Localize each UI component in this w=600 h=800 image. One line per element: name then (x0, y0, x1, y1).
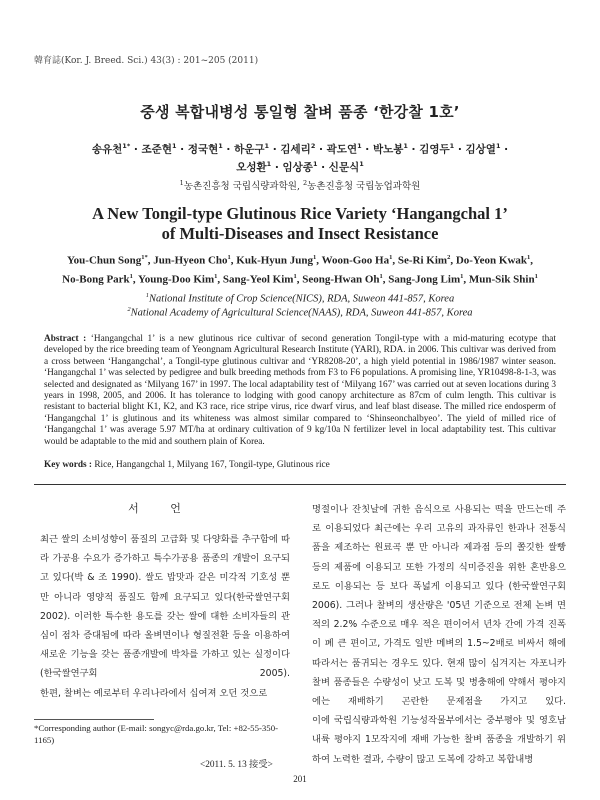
author-name: 김영두 (419, 143, 450, 156)
author-affiliation-marker: 1 (312, 160, 318, 168)
abstract-text: ‘Hangangchal 1’ is a new glutinous rice cultivar of second generation Tongil-type with a mid-maturing ecotype that developed by the rice breeding team of Yeongnam Agricultural Research Institute (YARI), RDA. in 2006. This cultivar was derived from a cross between ‘Hangangchal’, a Tongil-type glutinous cultivar and ‘YR8208-20’, a high yield potential in 1986/1987 winter season. ‘Hangangchal 1’ was selected by pedigree and bulk breeding methods from F3 to F6 populations. A promising line, YR10498-8-1-3, was selected and designated as ‘Milyang 167’ in 1997. The local adaptability test of ‘Milyang 167’ was carried out at seven locations during 3 years in 1998, 2005, and 2006. It has tolerance to lodging with good canopy architecture as 87cm of culm length. This cultivar is resistant to bacterial blight K1, K2, and K3 race, rice stripe virus, rice dwarf virus, and leaf blast disease. The milled rice endosperm of ‘Hangangchal 1’ is glutinous and its whiteness was almost similar compared to ‘Shinseonchalbyeo’. The yield of milled rice of ‘Hangangchal 1’ was average 5.97 MT/ha at ordinary cultivation of 9 kg/10a N fertilizer level in local adaptability test. This cultivar would be adaptable to the mid and southern plain of Korea. (44, 334, 556, 447)
author-name: Young-Doo Kim (138, 273, 215, 286)
english-authors-line-2: No-Bong Park$^1$, Young-Doo Kim$^1$, Sang-Yeol Kim$^1$, Seong-Hwan Oh$^1$, Sang-Jong Lim$^1$, Mun-Sik Shin$^1$ (62, 273, 538, 286)
author-affiliation-marker: 1 (218, 142, 223, 150)
paragraph: 명절이나 잔칫날에 귀한 음식으로 사용되는 떡을 만드는데 주로 이용되었다 최근에는 우리 고유의 과자류인 한과나 전통식품을 제조하는 원료곡 뿐 만 아니라 제과점 등의 쫄깃한 쌀빵 등의 제품에 이용되고 또한 가정의 식미증진을 위한 혼반용으로도 이용되는 등 보다 폭넓게 이용되고 있다 (한국쌀연구회 2006). 그러나 찰벼의 생산량은 '05년 기준으로 전체 논벼 면적의 2.2% 수준으로 매우 적은 편이어서 년차 간에 가격 진폭이 폐 큰 편이고, 가격도 일반 메벼의 1.5~2배로 비싸서 해에 따라서는 품귀되는 경우도 있다. 현재 많이 심겨지는 자포니카 찰벼 품종들은 수량성이 낮고 도복 및 병충해에 약해서 평야지에는 재배하기 곤란한 문제점을 가지고 있다. (312, 504, 566, 708)
author-name: 하운구 (234, 143, 265, 156)
author-affiliation-marker: 1 (171, 142, 177, 150)
author-name: 송유천 (91, 143, 123, 156)
author-affiliation-marker: 1 (227, 254, 231, 261)
corresponding-author-footnote: *Corresponding author (E-mail: songyc@rda.go.kr, Tel: +82-55-350-1165) (34, 723, 279, 745)
author-affiliation-marker: 1 (357, 142, 362, 150)
author-name: Kuk-Hyun Jung (236, 254, 314, 267)
affiliation-marker: 1 (179, 178, 184, 187)
paragraph: 이에 국립식량과학원 기능성작물부에서는 중부평야 및 영호남 내륙 평야지 1모작지에 재배 가능한 찰벼 품종을 개발하기 위하여 노력한 결과, 수량이 많고 도복에 강하고 복합내병 (312, 715, 566, 765)
author-name: 박노봉 (372, 143, 404, 156)
author-name: 김세리 (280, 143, 311, 156)
affiliation-marker: 2 (303, 178, 308, 187)
journal-citation: 韓育誌(Kor. J. Breed. Sci.) 43(3) : 201~205 (2011) (34, 56, 259, 66)
korean-title: 중생 복합내병성 통일형 찰벼 품종 ‘한강찰 1호’ (140, 103, 460, 121)
author-name: Se-Ri Kim (397, 254, 448, 267)
author-name: 조준현 (141, 143, 172, 156)
author-affiliation-marker: 1 (389, 254, 393, 261)
author-name: Seong-Hwan Oh (302, 273, 380, 286)
author-name: Do-Yeon Kwak (455, 254, 528, 267)
author-affiliation-marker: 1 (266, 160, 272, 168)
author-name: Woon-Goo Ha (321, 254, 390, 267)
author-name: 정국현 (187, 143, 219, 156)
author-name: 신문식 (328, 161, 360, 174)
paragraph: 한편, 찰벼는 예로부터 우리나라에서 십여져 오던 것으로 (40, 687, 268, 699)
author-affiliation-marker: 2 (447, 254, 451, 261)
section-divider (34, 484, 566, 485)
affiliation-marker: 2 (127, 306, 131, 313)
author-name: Sang-Jong Lim (388, 273, 461, 286)
author-name: Sang-Yeol Kim (222, 273, 294, 286)
author-affiliation-marker: 1 (264, 142, 270, 150)
abstract-label: Abstract : (44, 334, 87, 344)
author-affiliation-marker: 1 (313, 254, 317, 261)
korean-affiliations (0, 178, 600, 192)
keywords-label: Key words : (44, 460, 93, 470)
left-column (40, 530, 290, 703)
english-affiliation-2 (0, 306, 600, 319)
korean-authors-line-2: 오성환$^1$ · 임상종$^1$ · 신문식$^1$ (236, 160, 364, 174)
author-affiliation-marker: 1* (141, 254, 148, 261)
korean-authors-line-1: 송유천$^{1*}$ · 조준현$^1$ · 정국현$^1$ · 하운구$^1$ · 김세리$^2$ · 곽도연$^1$ · 박노봉$^1$ · 김영두$^1$ · 김상열$^1$ · (91, 142, 509, 156)
affiliation-text: National Academy of Agricultural Science(NAAS), RDA, Suweon 441-857, Korea (130, 307, 473, 319)
english-title-line-2: of Multi-Diseases and Insect Resistance (161, 224, 439, 243)
section-heading: 서 언 (128, 502, 195, 515)
keywords (44, 460, 556, 470)
page-number: 201 (293, 774, 307, 784)
received-date: <2011. 5. 13 接受> (200, 760, 273, 770)
author-affiliation-marker: 1 (379, 273, 383, 280)
english-authors-line-1: You-Chun Song$^{1*}$, Jun-Hyeon Cho$^1$, Kuk-Hyun Jung$^1$, Woon-Goo Ha$^1$, Se-Ri Kim$^2$, Do-Yeon Kwak$^1$, (66, 254, 534, 267)
author-name: Mun-Sik Shin (468, 273, 535, 286)
affiliation-marker: 1 (145, 292, 150, 299)
author-affiliation-marker: 1 (534, 273, 538, 280)
paragraph: 최근 쌀의 소비성향이 품질의 고급화 및 다양화를 추구함에 따라 가공용 수요가 증가하고 특수가공용 품종의 개발이 요구되고 있다(박 & 조 1990). 쌀도 밥맛과 같은 미각적 기호성 뿐 만 아니라 영양적 품질도 함께 요구되고 있다(한국쌀연구회 2002). 이러한 특수한 용도를 갖는 쌀에 대한 소비자들의 관심이 점차 증대됨에 따라 올벼면이나 형질전환 등을 이용하여 새로운 기능을 갖는 품종개발에 박차를 가하고 있는 실정이다(한국쌀연구회 2005). (40, 534, 290, 680)
author-affiliation-marker: 1 (403, 142, 408, 150)
english-affiliation-1 (0, 292, 600, 305)
right-column (312, 500, 566, 769)
author-affiliation-marker: 1 (214, 273, 218, 280)
author-affiliation-marker: 1 (359, 160, 364, 168)
author-affiliation-marker: 1* (122, 142, 131, 150)
author-name: 오성환 (236, 161, 267, 174)
abstract (44, 334, 556, 448)
keywords-text: Rice, Hangangchal 1, Milyang 167, Tongil-type, Glutinous rice (94, 460, 330, 470)
author-name: 곽도연 (326, 143, 358, 156)
author-affiliation-marker: 1 (495, 142, 501, 150)
author-affiliation-marker: 2 (310, 142, 316, 150)
author-name: 김상열 (465, 143, 496, 156)
author-affiliation-marker: 1 (449, 142, 455, 150)
affiliation-1: 농촌진흥청 국립식량과학원, (183, 181, 300, 192)
author-affiliation-marker: 1 (129, 273, 133, 280)
author-name: You-Chun Song (66, 254, 142, 267)
author-name: No-Bong Park (62, 273, 130, 286)
affiliation-text: National Institute of Crop Science(NICS), RDA, Suweon 441-857, Korea (149, 293, 455, 305)
author-name: Jun-Hyeon Cho (153, 254, 228, 267)
english-title-line-1: A New Tongil-type Glutinous Rice Variety ‘Hangangchal 1’ (92, 204, 508, 223)
footnote-divider (34, 719, 154, 720)
author-affiliation-marker: 1 (460, 273, 464, 280)
author-affiliation-marker: 1 (527, 254, 531, 261)
author-affiliation-marker: 1 (293, 273, 297, 280)
author-name: 임상종 (282, 161, 313, 174)
affiliation-2: 농촌진흥청 국립농업과학원 (307, 181, 421, 192)
